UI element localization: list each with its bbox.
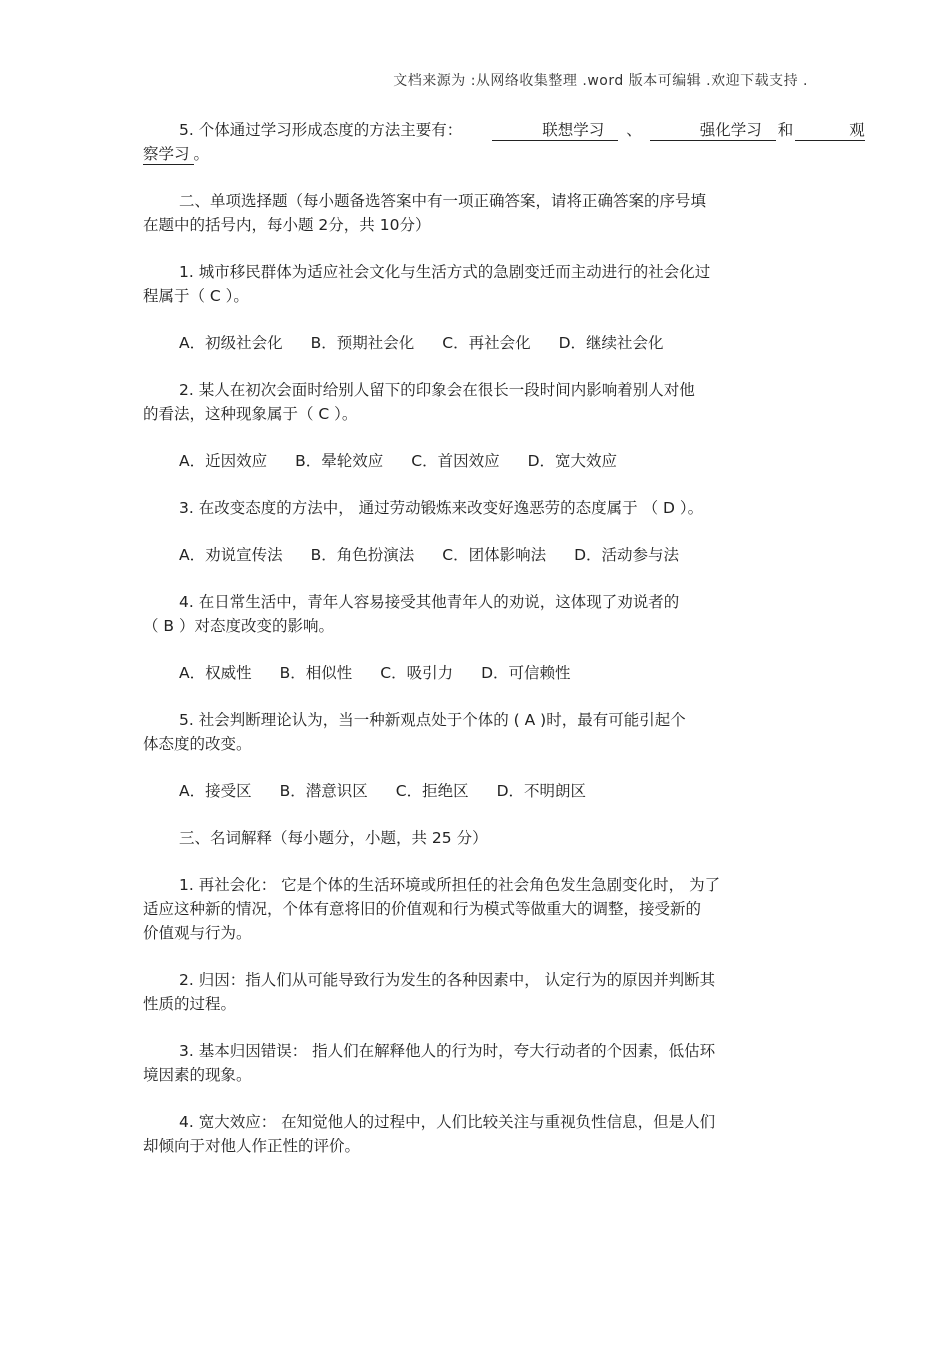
question-1-options	[143, 331, 811, 355]
option-c: C．团体影响法	[442, 546, 547, 564]
answer-blank-3b: 察学习	[143, 144, 194, 165]
option-c: C．再社会化	[442, 334, 531, 352]
item5-end: 。	[193, 145, 210, 163]
option-b: B．晕轮效应	[295, 452, 384, 470]
option-d: D．宽大效应	[527, 452, 618, 470]
option-b: B．预期社会化	[310, 334, 415, 352]
question-4: 4. 在日常生活中，青年人容易接受其他青年人的劝说，这体现了劝说者的 （ B ）对态度改变的影响。	[143, 593, 680, 635]
item5-prefix: 5. 个体通过学习形成态度的方法主要有：	[179, 121, 463, 139]
option-b: B．角色扮演法	[310, 546, 415, 564]
fill-in-item-5	[143, 118, 865, 166]
option-c: C．拒绝区	[395, 782, 469, 800]
question-5-options	[143, 779, 811, 803]
page-header: 文档来源为 :从网络收集整理 .word 版本可编辑 .欢迎下载支持 .	[393, 73, 808, 89]
option-c: C．首因效应	[411, 452, 500, 470]
question-3: 3. 在改变态度的方法中， 通过劳动锻炼来改变好逸恶劳的态度属于 （ D ）。	[179, 499, 704, 517]
item5-sep2: 和	[777, 121, 794, 139]
option-d: D．可信赖性	[481, 664, 571, 682]
term-4: 4. 宽大效应： 在知觉他人的过程中，人们比较关注与重视负性信息，但是人们 却倾向于对他人作正性的评价。	[143, 1113, 716, 1155]
option-a: A．权威性	[179, 664, 252, 682]
item5-sep1: 、	[626, 121, 642, 139]
question-4-options	[143, 661, 811, 685]
answer-blank-2: 强化学习	[650, 120, 776, 141]
section-2-heading: 二、单项选择题（每小题备选答案中有一项正确答案，请将正确答案的序号填 在题中的括号内，每小题 2分，共 10分）	[143, 192, 707, 234]
option-a: A．接受区	[179, 782, 252, 800]
term-2: 2. 归因：指人们从可能导致行为发生的各种因素中， 认定行为的原因并判断其 性质的过程。	[143, 971, 716, 1013]
option-d: D．活动参与法	[574, 546, 680, 564]
option-d: D．不明朗区	[496, 782, 587, 800]
question-5: 5. 社会判断理论认为，当一种新观点处于个体的 ( A )时，最有可能引起个 体态度的改变。	[143, 711, 686, 753]
question-2: 2. 某人在初次会面时给别人留下的印象会在很长一段时间内影响着别人对他 的看法，这种现象属于（ C ）。	[143, 381, 695, 423]
answer-blank-3a: 观	[795, 120, 865, 141]
document-body	[143, 118, 865, 1158]
option-d: D．继续社会化	[558, 334, 664, 352]
term-1: 1. 再社会化： 它是个体的生活环境或所担任的社会角色发生急剧变化时， 为了 适应这种新的情况，个体有意将旧的价值观和行为模式等做重大的调整，接受新的 价值观与行为。	[143, 876, 721, 942]
question-1: 1. 城市移民群体为适应社会文化与生活方式的急剧变迁而主动进行的社会化过 程属于（ C ）。	[143, 263, 711, 305]
option-b: B．潜意识区	[279, 782, 368, 800]
question-2-options	[143, 449, 811, 473]
option-b: B．相似性	[279, 664, 353, 682]
answer-blank-1: 联想学习	[492, 120, 618, 141]
option-a: A．初级社会化	[179, 334, 283, 352]
section-3-heading: 三、名词解释（每小题分，小题，共 25 分）	[179, 829, 488, 847]
option-a: A．劝说宣传法	[179, 546, 283, 564]
term-3: 3. 基本归因错误： 指人们在解释他人的行为时，夸大行动者的个因素，低估环 境因素的现象。	[143, 1042, 716, 1084]
option-a: A．近因效应	[179, 452, 268, 470]
option-c: C．吸引力	[380, 664, 454, 682]
question-3-options	[143, 543, 811, 567]
